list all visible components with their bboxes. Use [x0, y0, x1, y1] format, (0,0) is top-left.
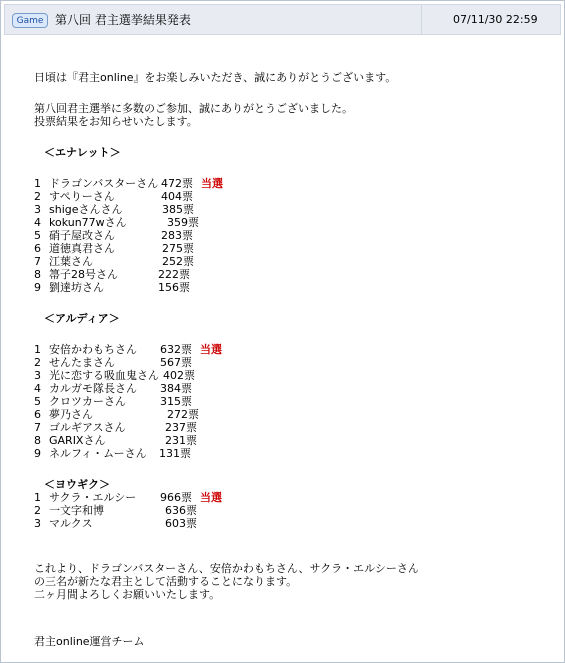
candidate-name: 江葉さん — [49, 255, 93, 268]
candidate-name: 硝子屋改さん — [49, 229, 115, 242]
signature: 君主online運営チーム — [34, 635, 145, 648]
section-title-enaret: ＜エナレット＞ — [44, 146, 121, 159]
vote-count: 156票 — [158, 281, 190, 294]
vote-count: 131票 — [159, 447, 191, 460]
header-divider — [421, 5, 422, 34]
rank: 2 — [34, 190, 41, 203]
candidate-name: せんたまさん — [49, 356, 115, 369]
vote-count: 283票 — [161, 229, 193, 242]
vote-count: 603票 — [165, 517, 197, 530]
rank: 1 — [34, 177, 41, 190]
candidate-name: ゴルギアスさん — [49, 421, 126, 434]
rank: 1 — [34, 343, 41, 356]
vote-count: 404票 — [161, 190, 193, 203]
elected-badge: 当選 — [200, 343, 222, 356]
section-title-yougiku: ＜ヨウギク＞ — [44, 478, 110, 491]
candidate-name: 劉達坊さん — [49, 281, 104, 294]
vote-count: 359票 — [167, 216, 199, 229]
candidate-name: kokun77wさん — [49, 216, 127, 229]
announcement-title: 第八回 君主選挙結果発表 — [55, 13, 191, 27]
vote-count: 472票 — [161, 177, 193, 190]
candidate-name: ネルフィ・ムーさん — [49, 447, 147, 460]
intro-line: 日頃は『君主online』をお楽しみいただき、誠にありがとうございます。 — [34, 71, 397, 84]
rank: 9 — [34, 281, 41, 294]
candidate-name: クロツカーさん — [49, 395, 126, 408]
rank: 7 — [34, 255, 41, 268]
rank: 9 — [34, 447, 41, 460]
vote-count: 231票 — [165, 434, 197, 447]
rank: 7 — [34, 421, 41, 434]
rank: 3 — [34, 203, 41, 216]
rank: 3 — [34, 517, 41, 530]
rank: 5 — [34, 229, 41, 242]
vote-count: 222票 — [158, 268, 190, 281]
closing-line: の三名が新たな君主として活動することになります。 — [34, 575, 298, 588]
intro-line: 第八回君主選挙に多数のご参加、誠にありがとうございました。 — [34, 102, 353, 115]
rank: 8 — [34, 268, 41, 281]
rank: 5 — [34, 395, 41, 408]
elected-badge: 当選 — [201, 177, 223, 190]
vote-count: 402票 — [163, 369, 195, 382]
rank: 4 — [34, 216, 41, 229]
vote-count: 237票 — [165, 421, 197, 434]
rank: 6 — [34, 408, 41, 421]
rank: 2 — [34, 356, 41, 369]
closing-line: 二ヶ月間よろしくお願いいたします。 — [34, 588, 221, 601]
candidate-name: 箒子28号さん — [49, 268, 118, 281]
vote-count: 636票 — [165, 504, 197, 517]
candidate-name: 一文字和博 — [49, 504, 104, 517]
candidate-name: すぺりーさん — [49, 190, 115, 203]
rank: 3 — [34, 369, 41, 382]
intro-line: 投票結果をお知らせいたします。 — [34, 115, 198, 128]
vote-count: 385票 — [162, 203, 194, 216]
candidate-name: カルガモ隊長さん — [49, 382, 137, 395]
candidate-name: マルクス — [49, 517, 93, 530]
rank: 6 — [34, 242, 41, 255]
post-date: 07/11/30 22:59 — [453, 13, 538, 26]
vote-count: 632票 — [160, 343, 192, 356]
candidate-name: ドラゴンバスターさん — [49, 177, 159, 190]
vote-count: 275票 — [162, 242, 194, 255]
category-badge[interactable]: Game — [12, 13, 48, 28]
candidate-name: 道徳真君さん — [49, 242, 115, 255]
vote-count: 315票 — [160, 395, 192, 408]
elected-badge: 当選 — [200, 491, 222, 504]
candidate-name: 夢乃さん — [49, 408, 93, 421]
rank: 1 — [34, 491, 41, 504]
rank: 2 — [34, 504, 41, 517]
candidate-name: サクラ・エルシー — [49, 491, 137, 504]
vote-count: 567票 — [160, 356, 192, 369]
candidate-name: 安倍かわもちさん — [49, 343, 137, 356]
closing-line: これより、ドラゴンバスターさん、安倍かわもちさん、サクラ・エルシーさん — [34, 562, 419, 575]
vote-count: 272票 — [167, 408, 199, 421]
candidate-name: shigeさんさん — [49, 203, 123, 216]
vote-count: 252票 — [162, 255, 194, 268]
candidate-name: 光に恋する吸血鬼さん — [49, 369, 159, 382]
rank: 4 — [34, 382, 41, 395]
section-title-ardia: ＜アルディア＞ — [44, 312, 120, 325]
vote-count: 384票 — [160, 382, 192, 395]
candidate-name: GARIXさん — [49, 434, 106, 447]
announcement-header — [4, 4, 561, 35]
vote-count: 966票 — [160, 491, 192, 504]
rank: 8 — [34, 434, 41, 447]
